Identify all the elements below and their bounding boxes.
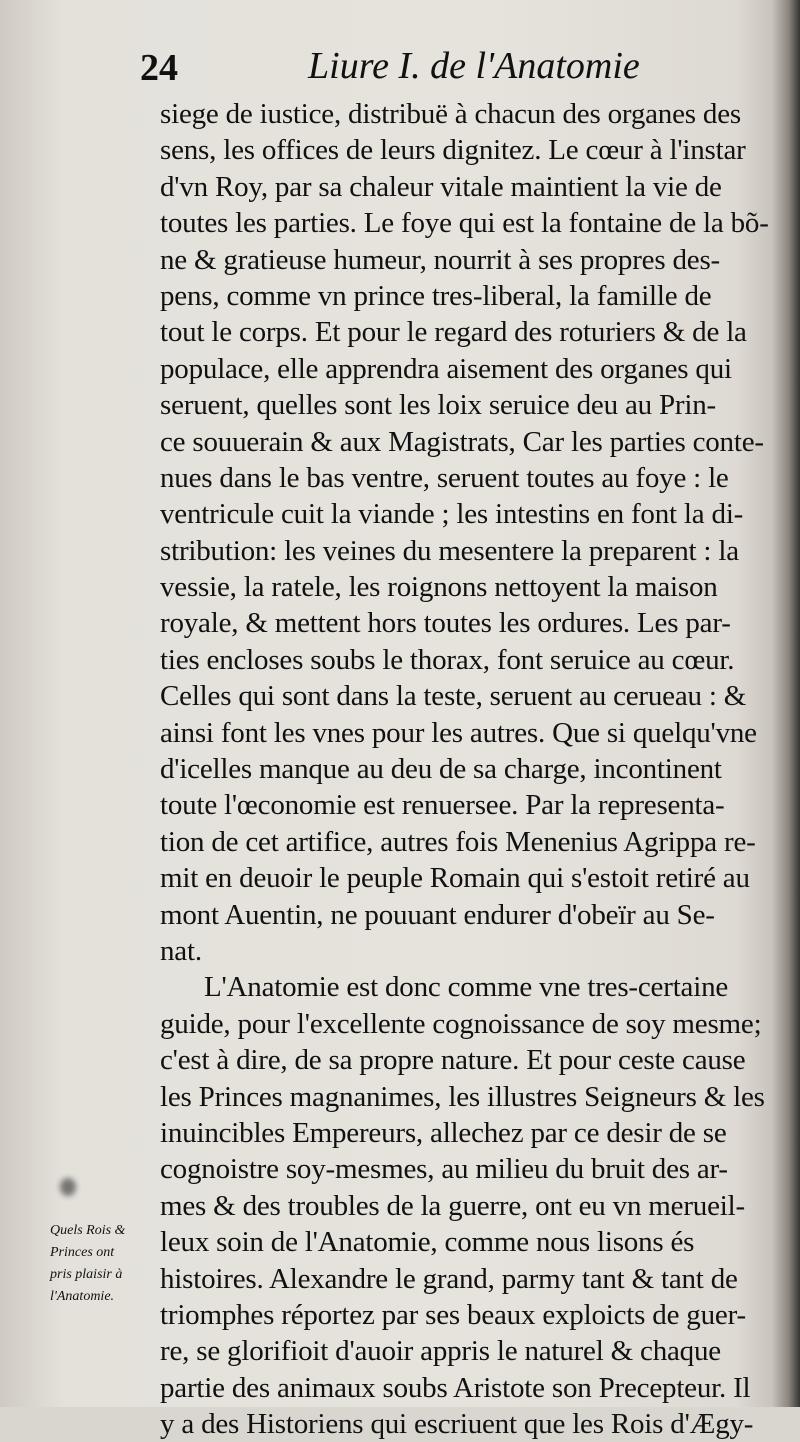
text-line: y a des Historiens qui escriuent que les Rois d'Ægy- bbox=[160, 1408, 754, 1441]
text-line: sens, les offices de leurs dignitez. Le cœur à l'instar bbox=[160, 134, 746, 167]
text-line: toute l'œconomie est renuersee. Par la representa- bbox=[160, 789, 725, 822]
text-line: re, se glorifioit d'auoir appris le naturel & chaque bbox=[160, 1335, 721, 1368]
paragraph-1 bbox=[160, 96, 769, 969]
text-line: tion de cet artifice, autres fois Menenius Agrippa re- bbox=[160, 825, 756, 858]
text-line: c'est à dire, de sa propre nature. Et pour ceste cause bbox=[160, 1044, 746, 1077]
text-line: ce souuerain & aux Magistrats, Car les parties conte- bbox=[160, 425, 764, 458]
text-line: guide, pour l'excellente cognoissance de soy mesme; bbox=[160, 1007, 762, 1040]
text-line: d'icelles manque au deu de sa charge, incontinent bbox=[160, 753, 722, 786]
margin-note bbox=[50, 1220, 160, 1308]
page-header bbox=[140, 40, 760, 96]
text-line: royale, & mettent hors toutes les ordures. Les par- bbox=[160, 607, 731, 640]
text-line: stribution: les veines du mesentere la preparent : la bbox=[160, 534, 739, 567]
text-line: populace, elle apprendra aisement des organes qui bbox=[160, 352, 732, 385]
text-line: nat. bbox=[160, 934, 202, 967]
text-line: seruent, quelles sont les loix seruice deu au Prin- bbox=[160, 389, 716, 422]
text-line: triomphes réportez par ses beaux exploicts de guer- bbox=[160, 1298, 746, 1331]
running-title: Liure I. de l'Anatomie bbox=[308, 45, 640, 87]
text-line: pens, comme vn prince tres-liberal, la famille de bbox=[160, 279, 712, 312]
text-line: tout le corps. Et pour le regard des roturiers & de la bbox=[160, 316, 747, 349]
paragraph-2 bbox=[160, 969, 765, 1442]
text-line: Celles qui sont dans la teste, seruent au cerueau : & bbox=[160, 680, 747, 713]
text-line: vessie, la ratele, les roignons nettoyent la maison bbox=[160, 571, 718, 604]
text-line: ne & gratieuse humeur, nourrit à ses propres des- bbox=[160, 243, 721, 276]
ink-blot bbox=[60, 1178, 76, 1196]
text-line: l'Anatomie. bbox=[50, 1289, 115, 1304]
text-line: mit en deuoir le peuple Romain qui s'estoit retiré au bbox=[160, 862, 750, 895]
text-line: Quels Rois & bbox=[50, 1223, 126, 1238]
text-line: toutes les parties. Le foye qui est la fontaine de la bõ- bbox=[160, 207, 769, 240]
text-line: les Princes magnanimes, les illustres Seigneurs & les bbox=[160, 1080, 765, 1113]
text-line: partie des animaux soubs Aristote son Precepteur. Il bbox=[160, 1371, 751, 1404]
text-line: ventricule cuit la viande ; les intestins en font la di- bbox=[160, 498, 744, 531]
text-line: nues dans le bas ventre, seruent toutes au foye : le bbox=[160, 461, 729, 494]
text-line: histoires. Alexandre le grand, parmy tant & tant de bbox=[160, 1262, 738, 1295]
text-line: mont Auentin, ne pouuant endurer d'obeïr au Se- bbox=[160, 898, 715, 931]
page-gutter-shadow bbox=[772, 0, 800, 1407]
text-line: mes & des troubles de la guerre, ont eu vn merueil- bbox=[160, 1189, 745, 1222]
text-line: ties encloses soubs le thorax, font seruice au cœur. bbox=[160, 643, 735, 676]
body-text bbox=[160, 96, 769, 1442]
text-line: d'vn Roy, par sa chaleur vitale maintient la vie de bbox=[160, 170, 722, 203]
text-line: cognoistre soy-mesmes, au milieu du bruit des ar- bbox=[160, 1153, 728, 1186]
text-line: inuincibles Empereurs, allechez par ce desir de se bbox=[160, 1116, 727, 1149]
page-number: 24 bbox=[140, 47, 178, 89]
text-line: leux soin de l'Anatomie, comme nous lisons és bbox=[160, 1226, 695, 1259]
text-line: ainsi font les vnes pour les autres. Que si quelqu'vne bbox=[160, 716, 757, 749]
text-line: siege de iustice, distribuë à chacun des organes des bbox=[160, 98, 741, 130]
text-line: pris plaisir à bbox=[50, 1267, 123, 1282]
text-line: L'Anatomie est donc comme vne tres-certaine bbox=[204, 971, 729, 1004]
text-line: Princes ont bbox=[50, 1245, 115, 1260]
